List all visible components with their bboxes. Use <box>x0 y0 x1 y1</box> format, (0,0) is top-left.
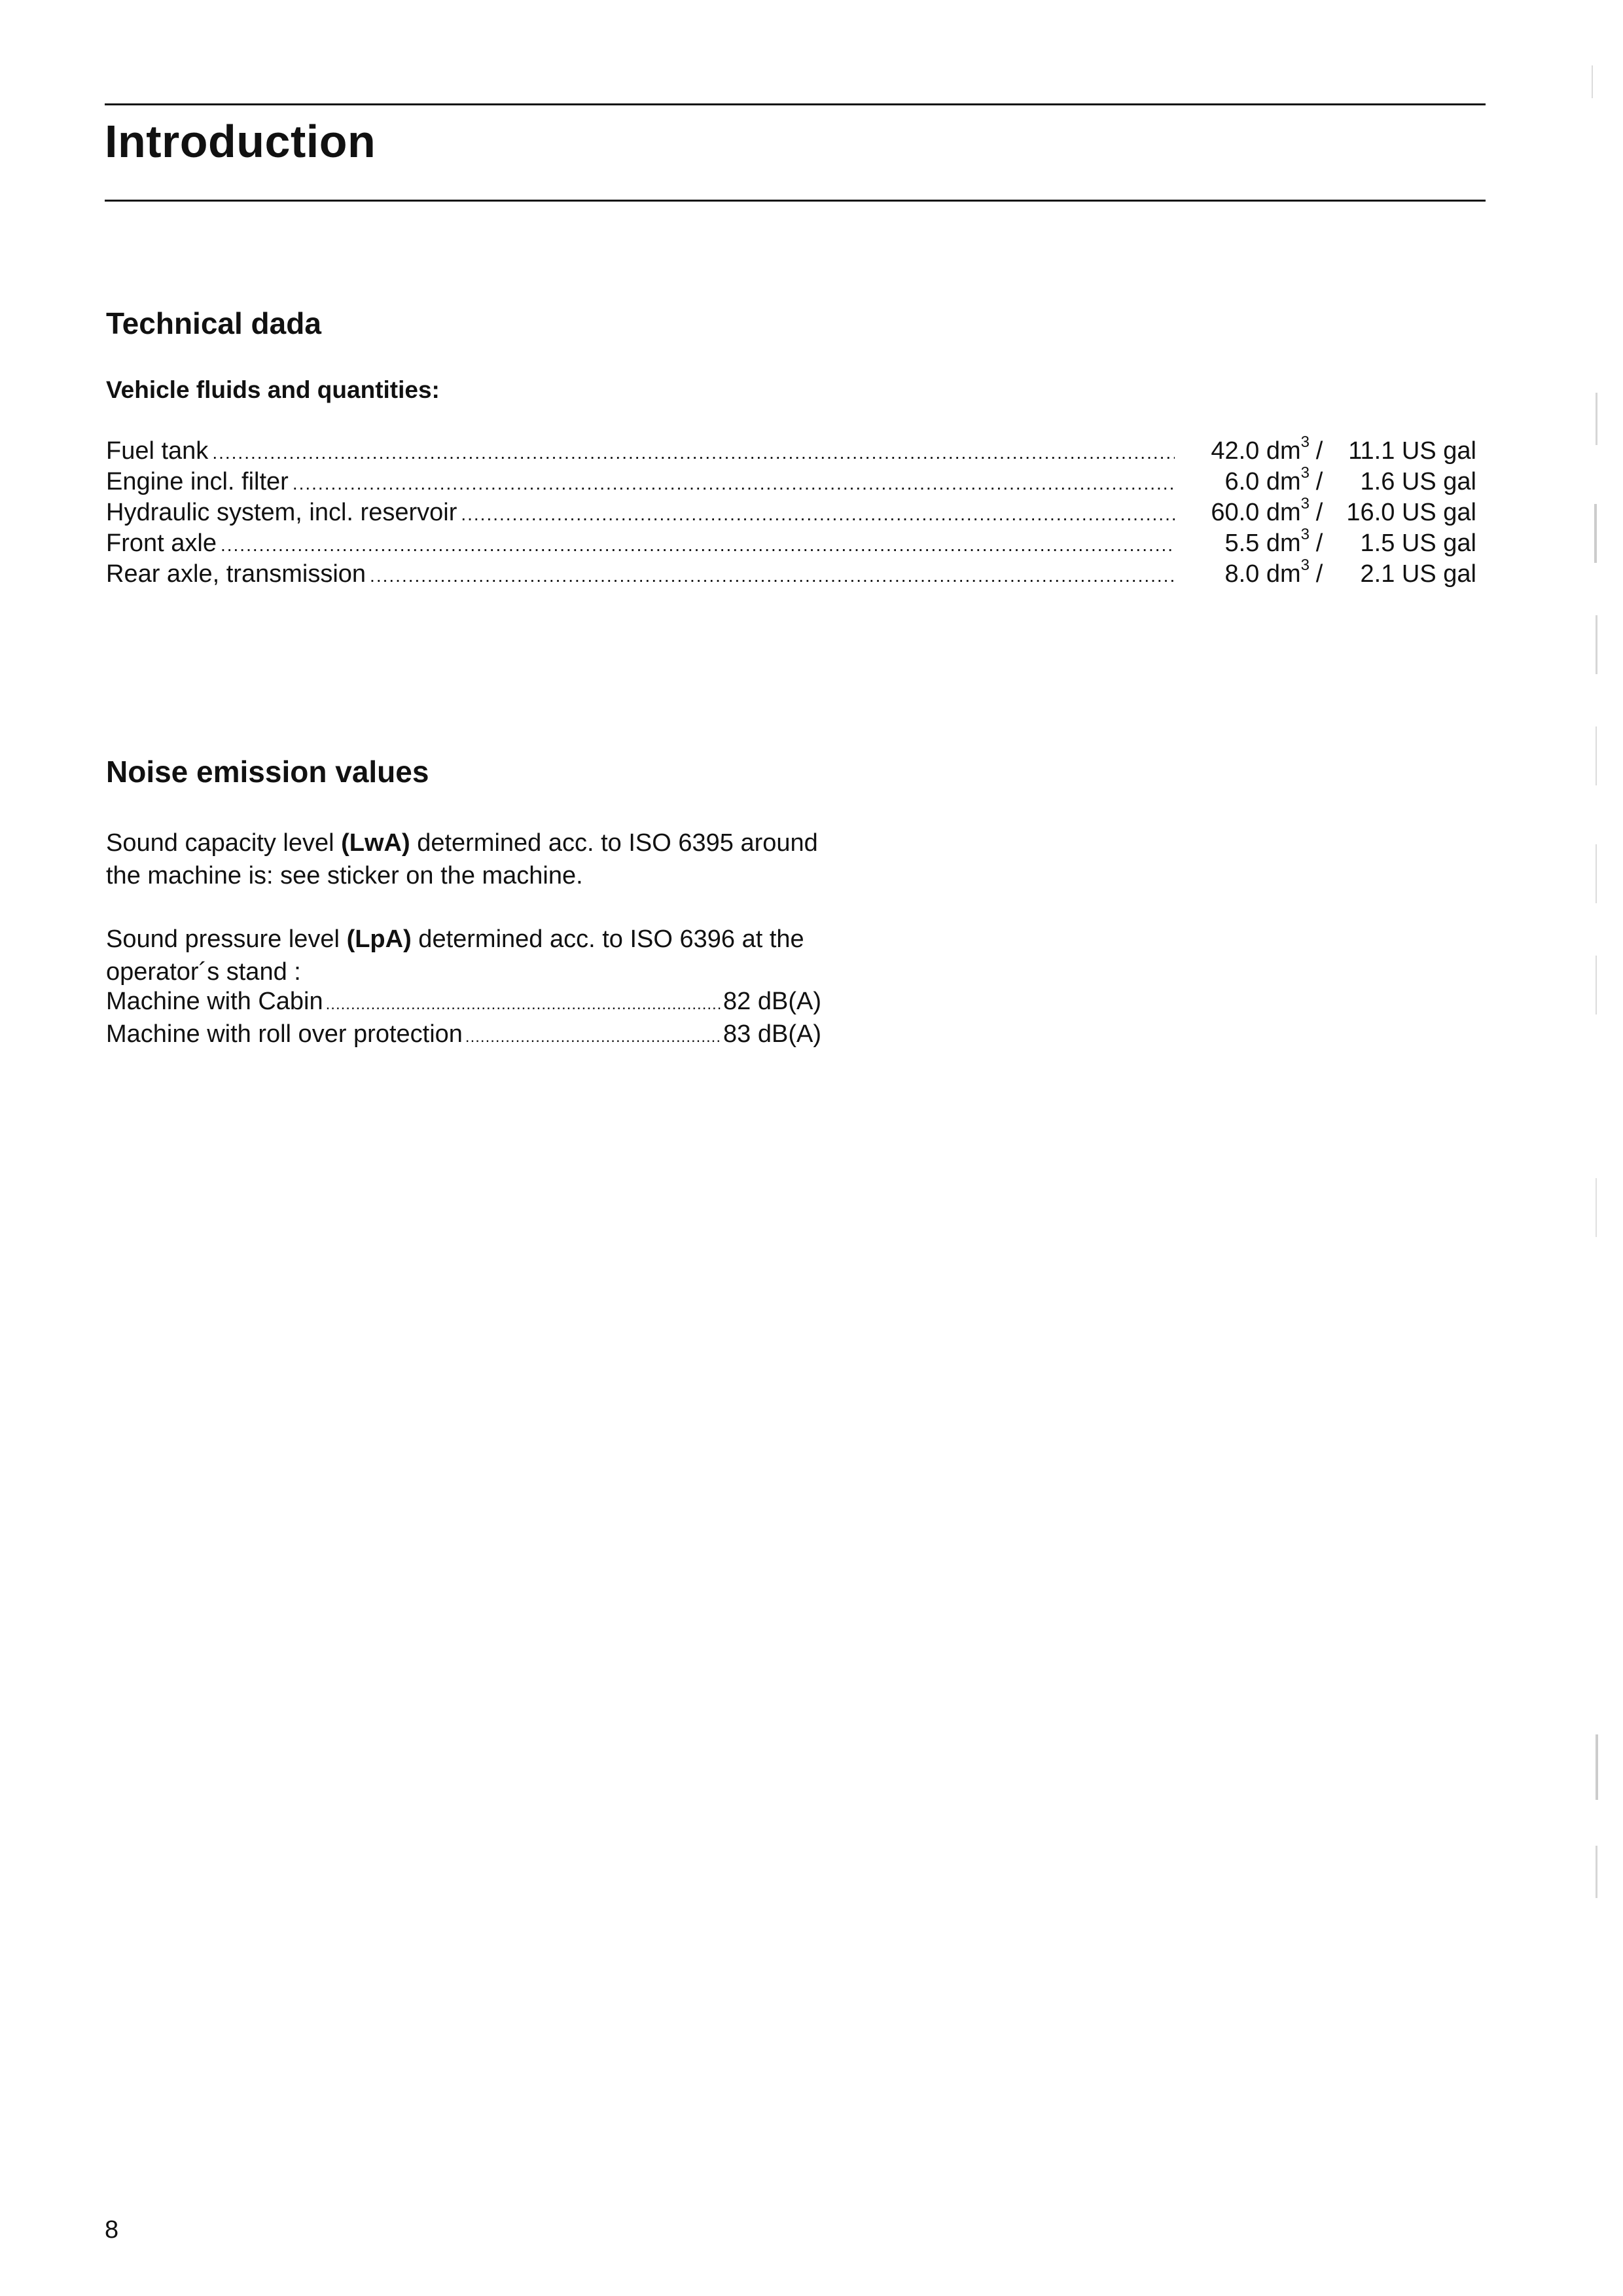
fluid-label: Front axle <box>106 529 217 557</box>
scan-artifact <box>1592 65 1593 98</box>
fluid-label: Engine incl. filter <box>106 468 289 495</box>
fluid-row <box>106 526 1476 560</box>
unit-separator: / <box>1315 437 1323 465</box>
fluid-gallons: 1.5 US gal <box>1360 529 1476 557</box>
fluid-gallons: 1.6 US gal <box>1360 468 1476 495</box>
noise-label: Machine with roll over protection <box>106 1020 463 1048</box>
fluids-table <box>106 433 1476 591</box>
noise-row <box>106 988 821 1020</box>
top-rule <box>105 103 1486 105</box>
fluid-row <box>106 495 1476 529</box>
fluid-volume: 8.0 $dm^3$ <box>1224 556 1310 588</box>
sound-pressure-paragraph: Sound pressure level (LpA) determined acc. to ISO 6396 at the operator´s stand : <box>106 925 804 986</box>
leader-dots <box>461 504 1175 525</box>
noise-emission-heading: Noise emission values <box>106 755 429 789</box>
scan-artifact <box>1596 1734 1598 1800</box>
scan-artifact <box>1596 726 1597 785</box>
leader-dots <box>212 442 1175 463</box>
fluid-row <box>106 433 1476 468</box>
page-title: Introduction <box>105 116 376 167</box>
unit-separator: / <box>1315 560 1323 588</box>
fluid-gallons: 11.1 US gal <box>1348 437 1476 465</box>
leader-dots <box>465 1028 721 1047</box>
scan-artifact <box>1596 615 1597 674</box>
leader-dots <box>326 996 721 1014</box>
fluid-volume: 60.0 $dm^3$ <box>1211 495 1310 526</box>
scan-artifact <box>1596 956 1597 1014</box>
leader-dots <box>221 535 1175 556</box>
technical-data-heading: Technical dada <box>106 306 321 340</box>
lpa-label: (LpA) <box>346 925 412 953</box>
fluid-gallons: 16.0 US gal <box>1346 499 1476 526</box>
fluid-volume: 6.0 $dm^3$ <box>1224 464 1310 495</box>
fluid-volume: 42.0 $dm^3$ <box>1211 433 1310 465</box>
scan-artifact <box>1596 1178 1597 1237</box>
leader-dots <box>370 565 1175 586</box>
lwa-label: (LwA) <box>341 829 410 857</box>
fluids-subheading: Vehicle fluids and quantities: <box>106 376 440 403</box>
fluid-row <box>106 556 1476 591</box>
fluid-row <box>106 464 1476 499</box>
scan-artifact <box>1596 393 1597 445</box>
scan-artifact <box>1596 1846 1597 1898</box>
unit-separator: / <box>1315 468 1323 495</box>
unit-separator: / <box>1315 529 1323 557</box>
noise-table <box>106 988 821 1053</box>
fluid-volume: 5.5 $dm^3$ <box>1224 526 1310 557</box>
noise-value: 82 dB(A) <box>723 988 821 1015</box>
title-underline-rule <box>105 200 1486 202</box>
fluid-label: Hydraulic system, incl. reservoir <box>106 499 457 526</box>
leader-dots <box>293 473 1175 494</box>
noise-value: 83 dB(A) <box>723 1020 821 1048</box>
scan-artifact <box>1596 844 1597 903</box>
scan-artifact <box>1594 504 1597 563</box>
sound-capacity-paragraph: Sound capacity level (LwA) determined acc. to ISO 6395 around the machine is: see sticker on the machine. <box>106 829 818 889</box>
fluid-label: Rear axle, transmission <box>106 560 366 588</box>
noise-label: Machine with Cabin <box>106 988 323 1015</box>
unit-separator: / <box>1315 499 1323 526</box>
page-number: 8 <box>105 2216 119 2244</box>
noise-row <box>106 1020 821 1053</box>
fluid-gallons: 2.1 US gal <box>1360 560 1476 588</box>
fluid-label: Fuel tank <box>106 437 209 465</box>
